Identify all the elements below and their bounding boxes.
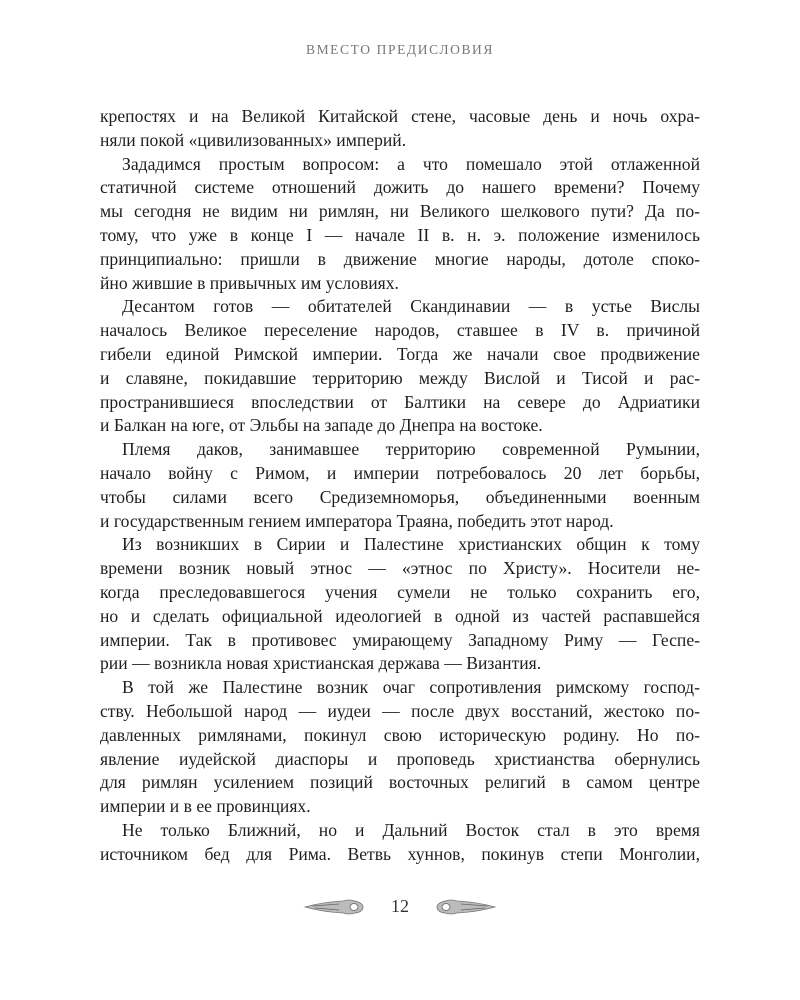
text-line: времени возник новый этнос — «этнос по Христу». Носители не- — [100, 558, 700, 579]
right-ornament-icon — [435, 897, 497, 917]
text-line: началось Великое переселение народов, ставшее в IV в. причиной — [100, 320, 700, 341]
text-line: но и сделать официальной идеологией в одной из частей распавшейся — [100, 605, 700, 626]
text-line: и славяне, покидавшие территорию между Вислой и Тисой и рас- — [100, 367, 700, 388]
paragraph — [100, 533, 700, 676]
text-line: и государственным гением императора Траяна, победить этот народ. — [100, 510, 614, 531]
text-line: Племя даков, занимавшее территорию современной Румынии, — [122, 439, 700, 460]
body-text — [100, 105, 700, 867]
text-line: мы сегодня не видим ни римлян, ни Великого шелкового пути? Да по- — [100, 201, 700, 222]
text-line: статичной системе отношений дожить до нашего времени? Почему — [100, 177, 700, 198]
paragraph — [100, 676, 700, 819]
paragraph — [100, 438, 700, 533]
paragraph — [100, 105, 700, 153]
text-line: тому, что уже в конце I — начале II в. н. э. положение изменилось — [100, 224, 700, 245]
text-line: Из возникших в Сирии и Палестине христианских общин к тому — [122, 534, 700, 555]
text-line: ству. Небольшой народ — иудеи — после двух восстаний, жестоко по- — [100, 700, 700, 721]
text-line: явление иудейской диаспоры и проповедь христианства обернулись — [100, 748, 700, 769]
text-line: рии — возникла новая христианская держава — Византия. — [100, 653, 542, 674]
text-line: источником бед для Рима. Ветвь хуннов, покинув степи Монголии, — [100, 843, 700, 864]
text-line: В той же Палестине возник очаг сопротивления римскому господ- — [122, 677, 700, 698]
text-line: няли покой «цивилизованных» империй. — [100, 129, 407, 150]
paragraph — [100, 819, 700, 867]
text-line: начало войну с Римом, и империи потребовалось 20 лет борьбы, — [100, 462, 700, 483]
text-line: чтобы силами всего Средиземноморья, объединенными военным — [100, 486, 700, 507]
text-line: принципиально: пришли в движение многие народы, дотоле споко- — [100, 248, 700, 269]
text-line: крепостях и на Великой Китайской стене, часовые день и ночь охра- — [100, 106, 700, 126]
running-head: ВМЕСТО ПРЕДИСЛОВИЯ — [305, 42, 495, 57]
text-line: Зададимся простым вопросом: а что помешало этой отлаженной — [122, 153, 700, 174]
page-number: 12 — [391, 896, 409, 916]
paragraph — [100, 295, 700, 438]
text-line: когда преследовавшегося учения сумели не только сохранить его, — [100, 581, 700, 602]
text-line: Не только Ближний, но и Дальний Восток стал в это время — [122, 819, 700, 840]
text-line: пространившиеся впоследствии от Балтики на севере до Адриатики — [100, 391, 700, 412]
text-line: Десантом готов — обитателей Скандинавии — в устье Вислы — [122, 296, 700, 317]
text-line: и Балкан на юге, от Эльбы на западе до Днепра на востоке. — [100, 415, 543, 436]
text-line: давленных римлянами, покинул свою историческую родину. Но по- — [100, 724, 700, 745]
text-line: йно жившие в привычных им условиях. — [100, 272, 399, 293]
left-ornament-icon — [303, 897, 365, 917]
page-footer — [0, 896, 800, 917]
text-line: империи и в ее провинциях. — [100, 796, 311, 817]
text-line: гибели единой Римской империи. Тогда же начали свое продвижение — [100, 343, 700, 364]
text-line: для римлян усилением позиций восточных религий в самом центре — [100, 772, 700, 793]
text-line: империи. Так в противовес умирающему Западному Риму — Геспе- — [100, 629, 700, 650]
paragraph — [100, 153, 700, 296]
